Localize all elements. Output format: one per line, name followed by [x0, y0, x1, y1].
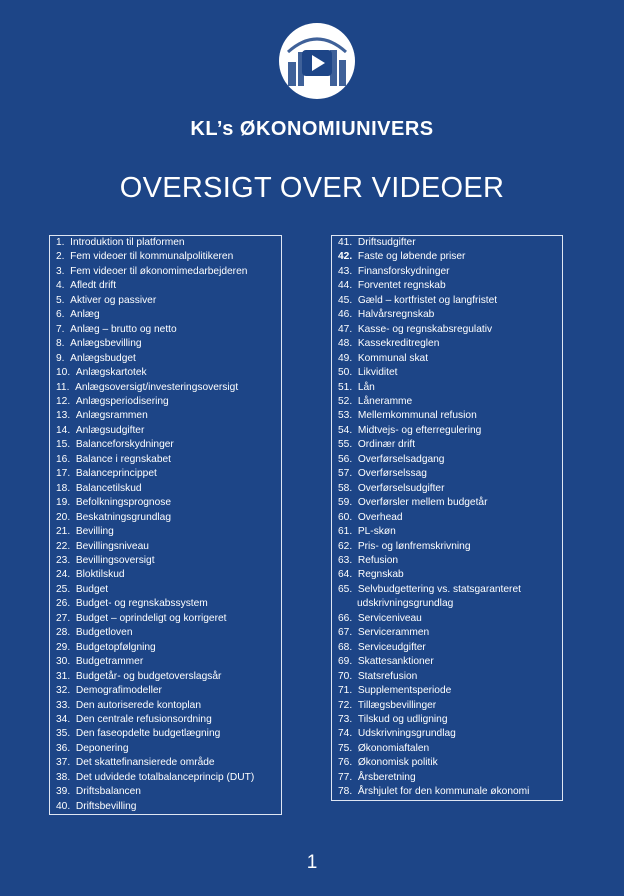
list-item[interactable]: [332, 641, 562, 655]
item-label: Den autoriserede kontoplan: [75, 699, 202, 711]
item-number: 55.: [338, 439, 353, 451]
item-number: 49.: [338, 352, 353, 364]
item-number: 68.: [338, 641, 353, 653]
list-item[interactable]: [50, 279, 281, 293]
item-number: 64.: [338, 569, 353, 581]
item-number: 9.: [56, 352, 65, 364]
list-item[interactable]: [332, 250, 562, 264]
logo: [278, 22, 356, 100]
list-item[interactable]: [50, 800, 281, 814]
item-number: 43.: [338, 265, 353, 277]
item-label: Budget: [75, 583, 109, 595]
list-item[interactable]: [50, 250, 281, 264]
item-label: Bevillingsoversigt: [75, 554, 155, 566]
item-label: Den faseopdelte budgetlægning: [75, 728, 221, 740]
item-number: 29.: [56, 641, 71, 653]
item-number: 20.: [56, 511, 71, 523]
item-number: 18.: [56, 482, 71, 494]
item-label: Bloktilskud: [75, 569, 125, 581]
list-item[interactable]: [332, 626, 562, 640]
item-number: 66.: [338, 612, 353, 624]
item-number: 15.: [56, 439, 71, 451]
list-item[interactable]: [50, 554, 281, 568]
item-label: Budgetopfølgning: [75, 641, 156, 653]
list-item[interactable]: [50, 438, 281, 452]
item-number: 1.: [56, 237, 65, 248]
list-item[interactable]: [332, 496, 562, 510]
item-label: Anlæg: [70, 309, 100, 321]
item-number: 53.: [338, 410, 353, 422]
item-number: 74.: [338, 728, 353, 740]
item-label: Anlægsbudget: [70, 352, 136, 364]
item-number: 72.: [338, 699, 353, 711]
item-label: Budget – oprindeligt og korrigeret: [75, 612, 227, 624]
list-item[interactable]: [50, 785, 281, 799]
item-label: Budgetloven: [75, 627, 133, 639]
list-item[interactable]: [50, 641, 281, 655]
item-label: Kasse- og regnskabsregulativ: [357, 323, 493, 335]
item-number: 51.: [338, 381, 353, 393]
item-number: 32.: [56, 685, 71, 697]
list-item[interactable]: [332, 554, 562, 568]
list-item[interactable]: [50, 409, 281, 423]
list-item[interactable]: [50, 453, 281, 467]
item-label: Balanceforskydninger: [75, 439, 174, 451]
item-number: 73.: [338, 713, 353, 725]
item-number: 67.: [338, 627, 353, 639]
list-item[interactable]: [50, 742, 281, 756]
item-label: Fem videoer til økonomimedarbejderen: [70, 265, 248, 277]
item-number: 11.: [56, 381, 70, 393]
list-item[interactable]: [50, 467, 281, 481]
list-item[interactable]: [50, 337, 281, 351]
item-label: Overførselsudgifter: [357, 482, 445, 494]
list-item[interactable]: [332, 366, 562, 380]
list-item[interactable]: [50, 381, 281, 395]
item-label: Balancetilskud: [75, 482, 142, 494]
item-number: 27.: [56, 612, 71, 624]
item-number: 33.: [56, 699, 71, 711]
item-label: Finansforskydninger: [357, 265, 450, 277]
list-item[interactable]: [332, 684, 562, 698]
item-label: Økonomisk politik: [357, 757, 438, 769]
item-label: Halvårsregnskab: [357, 309, 435, 321]
list-item[interactable]: [332, 713, 562, 727]
list-item[interactable]: [50, 699, 281, 713]
list-item[interactable]: [50, 612, 281, 626]
list-item[interactable]: [50, 713, 281, 727]
item-label: Anlægskartotek: [75, 367, 147, 379]
list-item[interactable]: [332, 265, 562, 279]
item-label: Servicerammen: [357, 627, 430, 639]
item-label: Midtvejs- og efterregulering: [357, 424, 482, 436]
item-number: 65.: [338, 583, 353, 595]
list-item[interactable]: [332, 337, 562, 351]
item-label: Regnskab: [357, 569, 404, 581]
item-label: Ordinær drift: [357, 439, 416, 451]
item-number: 70.: [338, 670, 353, 682]
item-label: Afledt drift: [70, 280, 117, 292]
list-item[interactable]: [50, 525, 281, 539]
item-label: Faste og løbende priser: [357, 251, 466, 263]
item-number: 41.: [338, 237, 353, 248]
item-number: 54.: [338, 424, 353, 436]
list-item[interactable]: [332, 453, 562, 467]
list-item[interactable]: [332, 568, 562, 582]
list-item[interactable]: [50, 568, 281, 582]
item-number: 8.: [56, 338, 65, 350]
list-item[interactable]: [50, 511, 281, 525]
item-label: Skattesanktioner: [357, 656, 434, 668]
item-label: Budgetrammer: [75, 656, 144, 668]
item-number: 23.: [56, 554, 71, 566]
item-label: Bevilling: [75, 526, 114, 538]
list-item[interactable]: [332, 294, 562, 308]
item-number: 10.: [56, 367, 71, 379]
item-label: Introduktion til platformen: [70, 237, 185, 248]
item-label: Refusion: [357, 554, 399, 566]
list-item[interactable]: [332, 612, 562, 626]
item-number: 75.: [338, 742, 353, 754]
item-number: 2.: [56, 251, 65, 263]
item-label: Befolkningsprognose: [75, 497, 171, 509]
list-item[interactable]: [332, 395, 562, 409]
list-item[interactable]: [50, 294, 281, 308]
list-item[interactable]: [332, 308, 562, 322]
item-number: 6.: [56, 309, 65, 321]
item-label: Serviceudgifter: [357, 641, 426, 653]
list-item[interactable]: [50, 424, 281, 438]
list-item[interactable]: [332, 438, 562, 452]
item-label: Tilskud og udligning: [357, 713, 448, 725]
item-label: Balanceprincippet: [75, 468, 157, 480]
item-label: Det skattefinansierede område: [75, 757, 215, 769]
item-number: 42.: [338, 251, 353, 263]
item-number: 4.: [56, 280, 65, 292]
item-number: 62.: [338, 540, 353, 552]
list-item[interactable]: [50, 655, 281, 669]
list-item[interactable]: [332, 525, 562, 539]
item-label: Gæld – kortfristet og langfristet: [357, 294, 498, 306]
item-number: 63.: [338, 554, 353, 566]
list-item[interactable]: [332, 699, 562, 713]
item-number: 34.: [56, 713, 71, 725]
item-label: Låneramme: [357, 395, 413, 407]
item-number: 58.: [338, 482, 353, 494]
item-label: Anlægsudgifter: [75, 424, 145, 436]
list-item[interactable]: [50, 771, 281, 785]
item-number: 59.: [338, 497, 353, 509]
item-number: 77.: [338, 771, 353, 783]
item-label: Anlægsperiodisering: [75, 395, 169, 407]
item-label: Den centrale refusionsordning: [75, 713, 212, 725]
list-item[interactable]: [50, 395, 281, 409]
list-item[interactable]: [332, 352, 562, 366]
item-label: Budget- og regnskabssystem: [75, 598, 208, 610]
item-number: 38.: [56, 771, 71, 783]
list-item[interactable]: [50, 323, 281, 337]
item-number: 69.: [338, 656, 353, 668]
item-number: 12.: [56, 395, 71, 407]
list-item[interactable]: [50, 366, 281, 380]
item-label: Serviceniveau: [357, 612, 422, 624]
item-number: 52.: [338, 395, 353, 407]
item-number: 61.: [338, 526, 353, 538]
item-label: Årshjulet for den kommunale økonomi: [357, 786, 530, 798]
item-label: Anlæg – brutto og netto: [70, 323, 177, 335]
list-item[interactable]: [332, 540, 562, 554]
item-number: 39.: [56, 786, 71, 798]
list-item[interactable]: [332, 511, 562, 525]
list-item[interactable]: [50, 756, 281, 770]
item-label: Overførselsadgang: [357, 453, 445, 465]
list-item[interactable]: [50, 684, 281, 698]
item-number: 40.: [56, 800, 71, 812]
item-number: 16.: [56, 453, 71, 465]
item-number: 50.: [338, 367, 353, 379]
item-label: Statsrefusion: [357, 670, 418, 682]
item-label: Selvbudgettering vs. statsgaranteret: [357, 583, 521, 595]
item-number: 30.: [56, 656, 71, 668]
item-label: Forventet regnskab: [357, 280, 446, 292]
page-number: 1: [306, 852, 318, 873]
brand-name: KL’s ØKONOMIUNIVERS: [190, 118, 434, 140]
list-item[interactable]: [50, 265, 281, 279]
item-label: Fem videoer til kommunalpolitikeren: [70, 251, 234, 263]
list-item[interactable]: [332, 467, 562, 481]
list-item[interactable]: [332, 785, 562, 799]
list-item[interactable]: [50, 583, 281, 597]
list-item[interactable]: [332, 279, 562, 293]
item-label: Udskrivningsgrundlag: [357, 728, 456, 740]
item-number: 47.: [338, 323, 353, 335]
item-label: Mellemkommunal refusion: [357, 410, 477, 422]
item-label: Kommunal skat: [357, 352, 429, 364]
list-item[interactable]: [50, 352, 281, 366]
list-item[interactable]: [50, 626, 281, 640]
list-item[interactable]: [332, 756, 562, 770]
item-number: 46.: [338, 309, 353, 321]
list-item[interactable]: [50, 597, 281, 611]
list-item[interactable]: [50, 308, 281, 322]
item-label: Overførsler mellem budgetår: [357, 497, 488, 509]
item-number: 78.: [338, 786, 353, 798]
list-item[interactable]: [332, 655, 562, 669]
item-label: Overførselssag: [357, 468, 427, 480]
list-item[interactable]: [50, 540, 281, 554]
item-number: 26.: [56, 598, 71, 610]
item-label: Beskatningsgrundlag: [75, 511, 171, 523]
item-number: 37.: [56, 757, 71, 769]
item-number: 71.: [338, 685, 353, 697]
list-item[interactable]: [332, 583, 562, 612]
item-label: Anlægsbevilling: [70, 338, 142, 350]
item-label: Anlægsrammen: [75, 410, 148, 422]
item-number: 5.: [56, 294, 65, 306]
item-number: 14.: [56, 424, 71, 436]
item-number: 21.: [56, 526, 71, 538]
item-label: Likviditet: [357, 367, 398, 379]
item-label: Tillægsbevillinger: [357, 699, 437, 711]
list-item[interactable]: [332, 409, 562, 423]
item-number: 28.: [56, 627, 71, 639]
list-item[interactable]: [332, 323, 562, 337]
item-label: Bevillingsniveau: [75, 540, 149, 552]
item-label: Driftsbalancen: [75, 786, 141, 798]
item-number: 7.: [56, 323, 65, 335]
list-item[interactable]: [332, 742, 562, 756]
item-number: 17.: [56, 468, 71, 480]
list-item[interactable]: [332, 381, 562, 395]
item-label: PL-skøn: [357, 526, 396, 538]
list-item[interactable]: [50, 496, 281, 510]
item-number: 48.: [338, 338, 353, 350]
item-number: 24.: [56, 569, 71, 581]
video-list-left: [49, 235, 282, 815]
item-number: 45.: [338, 294, 353, 306]
item-number: 25.: [56, 583, 71, 595]
list-item[interactable]: [332, 236, 562, 250]
list-item[interactable]: [50, 670, 281, 684]
item-label: Budgetår- og budgetoverslagsår: [75, 670, 222, 682]
list-item[interactable]: [50, 236, 281, 250]
item-number: 76.: [338, 757, 353, 769]
list-item[interactable]: [50, 482, 281, 496]
item-label-continued: udskrivningsgrundlag: [357, 598, 454, 610]
item-label: Driftsbevilling: [75, 800, 137, 812]
list-item[interactable]: [332, 482, 562, 496]
item-label: Pris- og lønfremskrivning: [357, 540, 471, 552]
item-label: Overhead: [357, 511, 403, 523]
item-label: Økonomiaftalen: [357, 742, 430, 754]
list-item[interactable]: [332, 424, 562, 438]
item-number: 22.: [56, 540, 71, 552]
item-label: Kassekreditreglen: [357, 338, 440, 350]
item-number: 60.: [338, 511, 353, 523]
item-label: Årsberetning: [357, 771, 416, 783]
page-title: OVERSIGT OVER VIDEOER: [119, 172, 505, 204]
item-number: 44.: [338, 280, 353, 292]
item-label: Demografimodeller: [75, 685, 162, 697]
item-number: 56.: [338, 453, 353, 465]
item-number: 19.: [56, 497, 71, 509]
item-label: Lån: [357, 381, 375, 393]
item-label: Aktiver og passiver: [70, 294, 157, 306]
list-item[interactable]: [332, 670, 562, 684]
item-number: 35.: [56, 728, 71, 740]
list-item[interactable]: [332, 771, 562, 785]
play-logo-icon: [278, 22, 356, 100]
video-list-right: [331, 235, 563, 801]
item-number: 13.: [56, 410, 71, 422]
item-number: 31.: [56, 670, 71, 682]
item-label: Driftsudgifter: [357, 237, 416, 248]
item-label: Deponering: [75, 742, 129, 754]
item-label: Balance i regnskabet: [75, 453, 171, 465]
list-item[interactable]: [50, 727, 281, 741]
list-item[interactable]: [332, 727, 562, 741]
item-number: 57.: [338, 468, 353, 480]
item-label: Det udvidede totalbalanceprincip (DUT): [75, 771, 255, 783]
item-number: 3.: [56, 265, 65, 277]
item-number: 36.: [56, 742, 71, 754]
item-label: Supplementsperiode: [357, 685, 452, 697]
item-label: Anlægsoversigt/investeringsoversigt: [75, 381, 239, 393]
